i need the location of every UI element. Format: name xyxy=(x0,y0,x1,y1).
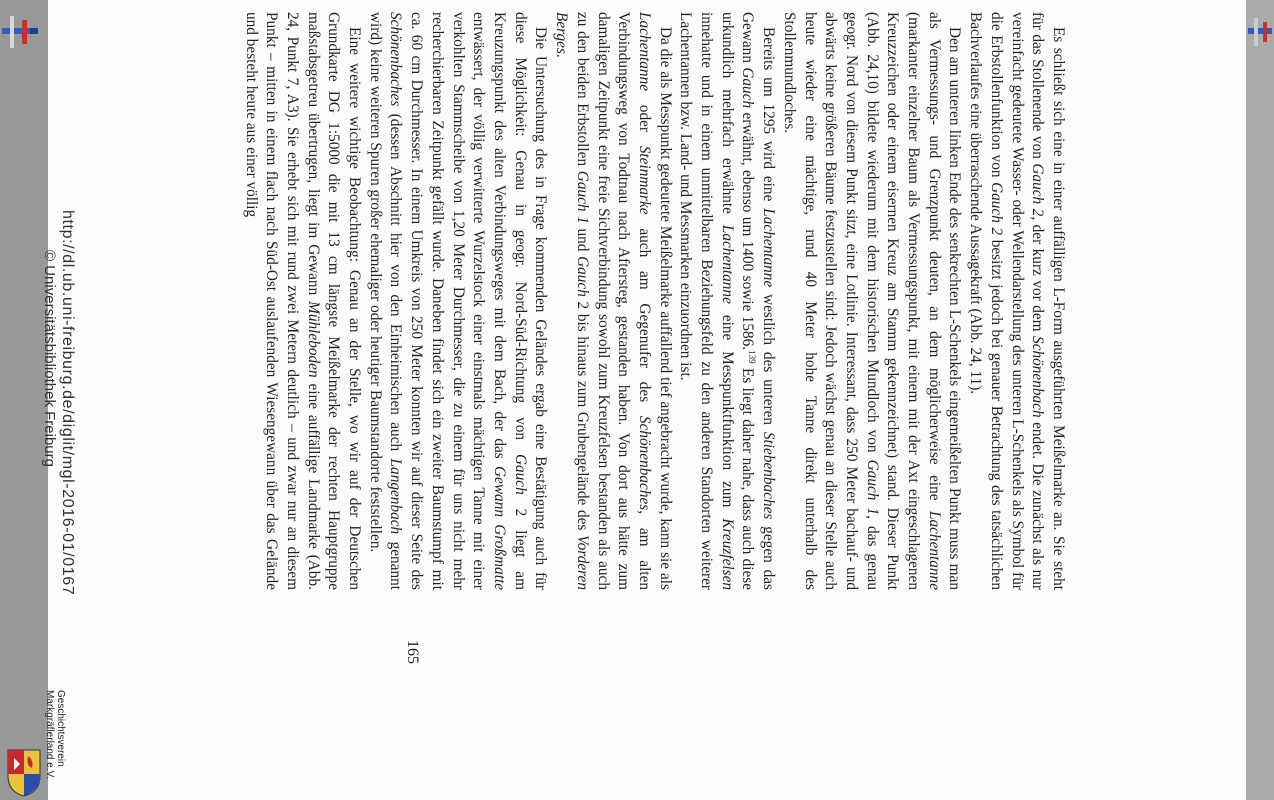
paragraph-text: Die Untersuchung des in Frage kommenden Geländes ergab eine Bestätigung auch für diese Möglichkeit: Genau in geogr. Nord-Süd-Richtung von xyxy=(511,12,550,590)
paragraph-text: eine Messpunktfunktion zum xyxy=(718,303,736,519)
footer-url[interactable]: http://dl.ub.uni-freiburg.de/diglit/mgl-2016-01/0167 xyxy=(59,210,76,596)
paragraph-text: gegen das Gewann xyxy=(739,12,778,590)
italic-term: Lachentanne xyxy=(760,208,778,288)
paragraph xyxy=(778,12,964,590)
paragraph-text: Es schließt sich eine in einer auffälligen L-Form ausgeführten Meißelmarke an. Sie steht für das Stollenende von xyxy=(1029,12,1067,590)
paragraph-text: oder xyxy=(635,91,653,146)
paragraph xyxy=(364,12,550,590)
italic-term: Gauch xyxy=(739,67,757,109)
italic-term: Gauch 1 xyxy=(573,170,591,224)
italic-term: Gauch 2 xyxy=(987,182,1005,236)
paragraph-text: , das genau geogr. Nord von diesem Punkt sitzt, eine Lotlinie. Interessant, dass 250 Meter bachauf- und abwärts keine größeren Bäume festzustellen sind: Jedoch wächst genau an dieser Stelle auch heute wieder eine mächtige, rund 40 Meter hohe Tanne direkt unterhalb des Stollenmundloches. xyxy=(780,12,881,590)
paragraph-text: Da die als Messpunkt gedeutete Meißelmarke auffallend tief angebracht wurde, kann sie als xyxy=(656,27,674,590)
paragraph-text: , der kurz vor dem xyxy=(1029,216,1047,337)
paragraph-text: Bereits um 1295 wird eine xyxy=(760,27,778,209)
italic-term: Schönenbaches xyxy=(387,12,405,107)
paragraph xyxy=(675,12,779,590)
paragraph xyxy=(964,12,1068,590)
footer-library: © Universitätsbibliothek Freiburg xyxy=(41,250,58,467)
paragraph-text: Eine weitere wichtige Beobachtung: Genau an der Stelle, wo wir auf der Deutschen Grundkarte DG 1:5000 die mit 13 cm längste Meißelmarke der rechten Hauptgruppe maßstabsgetreu übertrugen, liegt im Gewann xyxy=(304,12,364,590)
paragraph-text: Es liegt daher nahe, dass auch diese urkundlich mehrfach erwähnte xyxy=(718,12,757,591)
italic-term: Gauch xyxy=(573,256,591,297)
paragraph-text: erwähnt, ebenso um 1400 sowie 1586. xyxy=(739,108,757,351)
italic-term: Schönenbaches xyxy=(635,415,653,511)
body-text xyxy=(240,12,1068,590)
scanned-page xyxy=(41,0,1246,800)
italic-term: Langenbach xyxy=(387,458,405,535)
italic-term: Lachentanne xyxy=(635,12,653,92)
paragraph-text: 2 liegt am Kreuzungspunkt des alten Verbindungsweges mit dem Bach, der das xyxy=(491,12,529,590)
paragraph-text: Den am unteren linken Ende des senkrechten L-Schenkels eingemeißelten Punkt muss man als Vermessungs- und Grenzpunkt deuten, an dem möglicherweise eine xyxy=(925,12,964,590)
footnote-ref: 139 xyxy=(747,350,758,364)
italic-term: Gauch 1 xyxy=(863,459,881,516)
paragraph xyxy=(550,12,674,590)
paragraph-text: (markanter einzelner Baum als Vermessungspunkt, mit einem mit der Axt eingeschlagenen Kreuzzeichen oder einem eisernen Kreuz am Stamm gekennzeichnet) stand. Dieser Punkt (Abb. 24,10) bildete wiederum mit dem historischen Mundloch von xyxy=(863,12,923,590)
society-line-1: Geschichtsverein xyxy=(55,690,66,767)
italic-term: Gewann Großmatte xyxy=(491,466,509,590)
paragraph-text: besitzt jedoch bei genauer Betrachtung des tatsächlichen Bachverlaufes eine überraschende Aussagekraft (Abb. 24, 11). xyxy=(967,12,1005,590)
paragraph-text: . xyxy=(553,53,571,58)
society-crest-icon xyxy=(6,748,42,798)
viewer-right-margin xyxy=(1246,0,1274,800)
paragraph-text: westlich des unteren xyxy=(760,287,778,432)
paragraph-text: (dessen Abschnitt hier von den Einheimischen auch xyxy=(387,106,405,459)
paragraph-text: , am alten Verbindungsweg von Todtnau nach Aftersteg, gestanden haben. Von dort aus hätte zum damaligen Zeitpunkt eine freie Sichtverbindung sowohl zum Kreuzfelsen bestanden als auch zu den beiden Erbstollen xyxy=(573,12,653,591)
paragraph xyxy=(240,12,364,590)
paragraph-text: endet. Die zunächst als nur vereinfacht gedeutete Wasser- oder Wellendarstellung des unteren L-Schenkels als Symbol für die Erbstollenfunktion von xyxy=(987,12,1047,591)
paragraph-text: auch am Gegenufer des xyxy=(635,214,653,416)
italic-term: Vorderen Berges xyxy=(553,12,591,590)
footer-society xyxy=(44,690,66,779)
italic-term: Steinmarke xyxy=(635,145,653,215)
italic-term: Stiebenbaches xyxy=(760,431,778,520)
italic-term: Mühleboden xyxy=(304,301,322,378)
page-content xyxy=(41,0,1246,800)
italic-term: Kreuzfelsen xyxy=(718,518,736,591)
italic-term: Lachentanne xyxy=(718,224,736,304)
paragraph-text: innehatte und in einem unmittelbaren Beziehungsfeld zu den anderen Standorten weiterer Lachentannen bzw. Land- und Messmarken einzuordnen ist. xyxy=(677,12,716,590)
navigation-widget-icon[interactable] xyxy=(2,14,38,50)
paragraph-text: entwässert, der völlig verwitterte Wurzelstock einer einstmals mächtigen Tanne mit einer verkohlten Stammscheibe von 1,20 Meter Durchmesser, die zu einem für uns nicht mehr recherchierbaren Zeitpunkt gefällt wurde. Daneben findet sich ein zweiter Baumstumpf mit ca. 60 cm Durchmesser. In einem Umkreis von 250 Meter konnten wir auf dieser Seite des xyxy=(408,12,488,590)
italic-term: Lachentanne xyxy=(925,510,943,590)
paragraph-text: genannt wird) keine weiteren Spuren großer ehemaliger oder heutiger Baumstandorte feststellen. xyxy=(366,12,405,590)
italic-term: Gauch xyxy=(511,453,529,495)
paragraph-text: und xyxy=(573,223,591,257)
italic-term: Schönenbach xyxy=(1029,336,1047,418)
navigation-widget-right-icon[interactable] xyxy=(1248,14,1272,50)
paragraph-text: 2 bis hinaus zum Grubengelände des xyxy=(573,296,591,536)
page-number: 165 xyxy=(404,640,421,664)
paragraph-text: eine auffällige Landmarke (Abb. 24, Punkt 7, A3). Sie erhebt sich mit rund zwei Metern deutlich – und zwar nur an diesem Punkt – mitten in einem flach nach Süd-Ost auslaufenden Wiesengewann über das Gelände und besteht heute aus einer völlig xyxy=(242,12,322,590)
italic-term: Gauch 2 xyxy=(1029,163,1047,217)
society-line-2: Markgräflerland e.V. xyxy=(44,690,55,780)
